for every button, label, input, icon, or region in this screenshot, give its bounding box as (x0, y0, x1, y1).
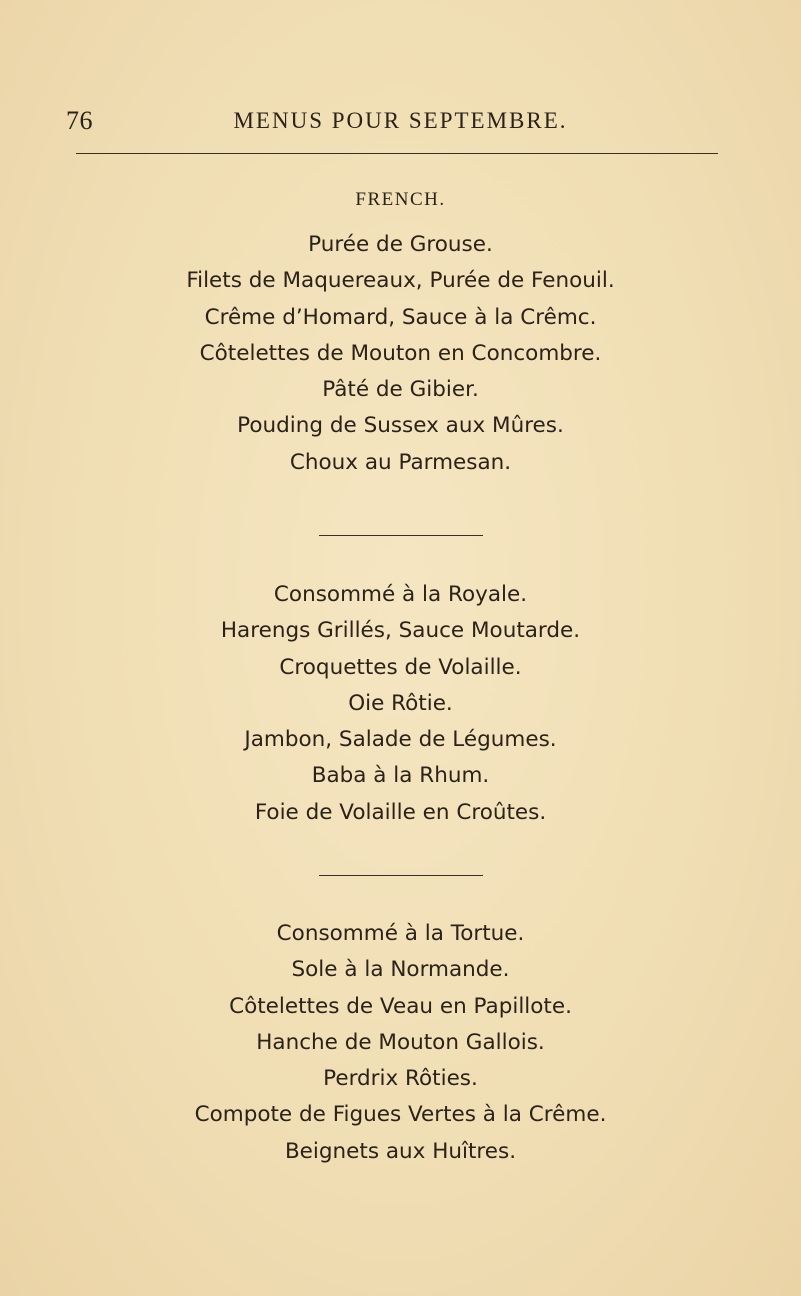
menu-item: Foie de Volaille en Croûtes. (254, 799, 547, 825)
menu-item: Sole à la Normande. (291, 957, 510, 983)
menu-item: Harengs Grillés, Sauce Moutarde. (220, 618, 581, 644)
header-rule (76, 153, 718, 154)
menu-item: Consommé à la Tortue. (276, 921, 525, 946)
menu-item: Côtelettes de Veau en Papillote. (229, 993, 572, 1019)
menu-item: Baba à la Rhum. (311, 763, 490, 789)
menu-item: Pâté de Gibier. (322, 377, 479, 403)
menu-item: Filets de Maquereaux, Purée de Fenouil. (186, 268, 615, 294)
menu-item: Côtelettes de Mouton en Concombre. (199, 340, 602, 366)
menu-item: Jambon, Salade de Légumes. (244, 727, 557, 753)
running-title: MENUS POUR SEPTEMBRE. (233, 108, 568, 133)
menu-item: Oie Rôtie. (348, 690, 453, 716)
page-number: 76 (66, 106, 93, 135)
menu-item: Choux au Parmesan. (289, 449, 512, 475)
menu-item: Purée de Grouse. (308, 232, 493, 257)
menu-item: Crême d’Homard, Sauce à la Crêmc. (204, 304, 597, 330)
menu-item: Consommé à la Royale. (273, 582, 528, 607)
menu-3 (0, 916, 801, 1170)
menu-item: Perdrix Rôties. (323, 1066, 478, 1092)
menu-divider (319, 875, 483, 876)
menu-item: Beignets aux Huîtres. (284, 1138, 517, 1164)
menu-1 (0, 227, 801, 481)
menu-item: Hanche de Mouton Gallois. (256, 1029, 545, 1055)
menu-item: Croquettes de Volaille. (279, 654, 522, 680)
menu-divider (319, 535, 483, 536)
section-heading: FRENCH. (355, 189, 446, 210)
menu-2 (0, 577, 801, 831)
page-header (0, 106, 801, 146)
menu-item: Pouding de Sussex aux Mûres. (237, 413, 564, 439)
menu-item: Compote de Figues Vertes à la Crême. (194, 1102, 607, 1128)
